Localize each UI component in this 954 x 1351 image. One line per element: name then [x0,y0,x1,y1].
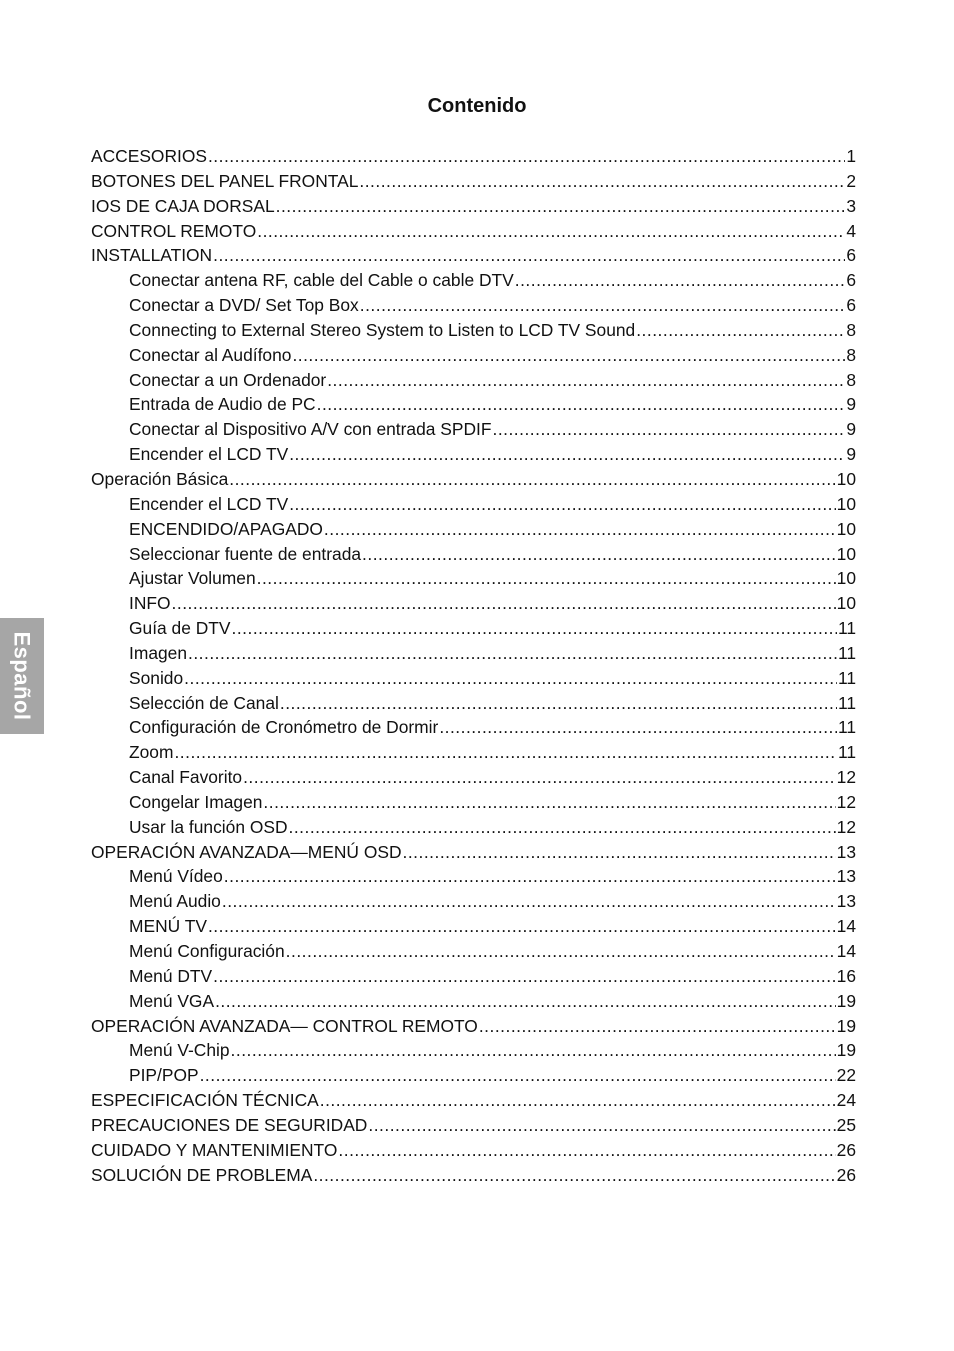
toc-entry-title: Imagen [129,642,188,663]
toc-entry-title: Menú VGA [129,990,215,1011]
toc-page-number: 13 [836,866,856,887]
toc-entry[interactable] [91,442,856,467]
toc-page-number: 10 [836,468,856,489]
toc-entry[interactable] [91,542,856,567]
toc-entry[interactable] [91,194,856,219]
toc-entry-title: CUIDADO Y MANTENIMIENTO [91,1139,338,1160]
toc-page-number: 8 [846,369,856,390]
toc-page-number: 13 [836,891,856,912]
toc-dot-leader [257,566,836,591]
toc-entry-title: INFO [129,593,171,614]
toc-dot-leader [188,641,837,666]
toc-page-number: 10 [836,493,856,514]
toc-entry[interactable] [91,517,856,542]
toc-page-number: 11 [837,742,856,763]
toc-dot-leader [172,591,836,616]
toc-dot-leader [208,914,836,939]
toc-entry[interactable] [91,293,856,318]
toc-page-number: 11 [837,642,856,663]
toc-page-number: 13 [836,841,856,862]
toc-entry-title: Menú Audio [129,891,221,912]
toc-entry-title: Conectar al Audífono [129,344,292,365]
toc-entry-title: Connecting to External Stereo System to Listen to LCD TV Sound [129,319,636,340]
toc-page-number: 11 [837,618,856,639]
toc-entry[interactable] [91,740,856,765]
toc-page-number: 26 [836,1164,856,1185]
toc-entry-title: SOLUCIÓN DE PROBLEMA [91,1164,313,1185]
toc-entry[interactable] [91,989,856,1014]
toc-entry[interactable] [91,417,856,442]
toc-dot-leader [257,219,845,244]
toc-entry[interactable] [91,790,856,815]
toc-entry[interactable] [91,243,856,268]
page-title: Contenido [427,95,527,117]
toc-page-number: 4 [846,220,856,241]
toc-entry[interactable] [91,864,856,889]
toc-entry-title: INSTALLATION [91,245,213,266]
toc-entry-title: OPERACIÓN AVANZADA—MENÚ OSD [91,841,402,862]
language-tab [0,618,44,734]
toc-entry-title: MENÚ TV [129,916,207,937]
toc-entry[interactable] [91,889,856,914]
toc-entry[interactable] [91,1138,856,1163]
toc-entry[interactable] [91,616,856,641]
toc-dot-leader [317,392,846,417]
toc-dot-leader [231,1038,836,1063]
toc-entry-title: PRECAUCIONES DE SEGURIDAD [91,1114,368,1135]
toc-page-number: 6 [846,245,856,266]
toc-entry[interactable] [91,1038,856,1063]
toc-dot-leader [213,964,836,989]
toc-dot-leader [289,492,835,517]
toc-page-number: 10 [836,518,856,539]
toc-entry-title: Canal Favorito [129,767,243,788]
toc-dot-leader [320,1088,836,1113]
toc-entry[interactable] [91,144,856,169]
toc-page-number: 19 [836,990,856,1011]
toc-entry-title: Encender el LCD TV [129,493,289,514]
toc-entry-title: Operación Básica [91,468,229,489]
toc-page-number: 9 [846,444,856,465]
toc-dot-leader [232,616,837,641]
toc-entry[interactable] [91,1088,856,1113]
toc-entry-title: Guía de DTV [129,618,231,639]
toc-dot-leader [289,442,845,467]
toc-page-number: 25 [836,1114,856,1135]
toc-page-number: 1 [846,146,856,166]
toc-dot-leader [184,666,837,691]
toc-dot-leader [222,889,836,914]
toc-entry-title: Sonido [129,667,184,688]
toc-dot-leader [327,368,845,393]
toc-dot-leader [338,1138,835,1163]
toc-page-number: 22 [836,1065,856,1086]
toc-entry[interactable] [91,392,856,417]
toc-dot-leader [208,144,845,169]
toc-dot-leader [636,318,845,343]
toc-dot-leader [359,169,845,194]
toc-entry-title: Conectar al Dispositivo A/V con entrada SPDIF [129,419,492,440]
toc-page-number: 12 [836,791,856,812]
toc-entry-title: PIP/POP [129,1065,199,1086]
toc-dot-leader [362,542,836,567]
toc-entry[interactable] [91,964,856,989]
toc-page-number: 9 [846,394,856,415]
toc-entry-title: BOTONES DEL PANEL FRONTAL [91,170,359,191]
toc-dot-leader [229,467,835,492]
toc-entry[interactable] [91,268,856,293]
toc-entry-title: OPERACIÓN AVANZADA— CONTROL REMOTO [91,1015,478,1036]
toc-entry-title: Configuración de Cronómetro de Dormir [129,717,439,738]
toc-page-number: 14 [836,916,856,937]
toc-entry-title: Ajustar Volumen [129,568,256,589]
toc-page-number: 2 [846,170,856,191]
toc-dot-leader [292,343,845,368]
toc-entry[interactable] [91,566,856,591]
toc-entry-title: Menú V-Chip [129,1040,230,1061]
toc-entry[interactable] [91,1113,856,1138]
toc-entry[interactable] [91,666,856,691]
toc-entry[interactable] [91,939,856,964]
toc-entry-title: ESPECIFICACIÓN TÉCNICA [91,1090,319,1111]
language-tab-label: Español [10,631,36,721]
toc-entry-title: Conectar antena RF, cable del Cable o cable DTV [129,270,514,291]
toc-entry-title: ACCESORIOS [91,146,207,166]
toc-dot-leader [313,1163,835,1188]
toc-entry-title: Menú Configuración [129,941,285,961]
toc-page-number: 3 [846,195,856,216]
toc-page-number: 8 [846,319,856,340]
toc-entry[interactable] [91,343,856,368]
toc-entry-title: Congelar Imagen [129,791,263,812]
toc-dot-leader [289,815,836,840]
toc-entry[interactable] [91,591,856,616]
toc-entry[interactable] [91,169,856,194]
toc-dot-leader [479,1014,836,1039]
toc-dot-leader [439,715,837,740]
toc-entry-title: CONTROL REMOTO [91,220,257,241]
toc-page-number: 6 [846,295,856,316]
toc-entry[interactable] [91,914,856,939]
toc-dot-leader [492,417,845,442]
toc-dot-leader [324,517,836,542]
toc-dot-leader [213,243,845,268]
toc-entry[interactable] [91,765,856,790]
toc-entry-title: ENCENDIDO/APAGADO [129,518,323,539]
toc-entry[interactable] [91,467,856,492]
toc-entry[interactable] [91,840,856,865]
toc-page-number: 24 [836,1090,856,1111]
toc-entry-title: Entrada de Audio de PC [129,394,316,415]
table-of-contents [91,144,856,1187]
toc-entry[interactable] [91,368,856,393]
toc-page-number: 11 [837,717,856,738]
toc-entry-title: Usar la función OSD [129,816,288,837]
toc-page-number: 10 [836,568,856,589]
toc-entry-title: Zoom [129,742,174,763]
toc-dot-leader [515,268,846,293]
toc-dot-leader [276,194,846,219]
toc-page-number: 9 [846,419,856,440]
toc-entry[interactable] [91,318,856,343]
toc-dot-leader [368,1113,835,1138]
toc-entry[interactable] [91,492,856,517]
toc-entry-title: Menú Vídeo [129,866,223,887]
toc-entry[interactable] [91,1163,856,1188]
toc-dot-leader [243,765,836,790]
toc-entry-title: Seleccionar fuente de entrada [129,543,362,564]
toc-page-number: 10 [836,543,856,564]
toc-page-number: 26 [836,1139,856,1160]
toc-entry[interactable] [91,1014,856,1039]
toc-entry[interactable] [91,219,856,244]
toc-page-number: 11 [837,667,856,688]
toc-entry-title: Selección de Canal [129,692,279,713]
toc-page-number: 10 [836,593,856,614]
toc-dot-leader [403,840,836,865]
toc-page-number: 12 [836,816,856,837]
toc-entry-title: Encender el LCD TV [129,444,289,465]
toc-entry[interactable] [91,641,856,666]
toc-entry[interactable] [91,691,856,716]
toc-page-number: 8 [846,344,856,365]
toc-page-number: 12 [836,767,856,788]
toc-page-number: 14 [836,941,856,961]
toc-page-number: 19 [836,1040,856,1061]
toc-dot-leader [286,939,836,964]
toc-page-number: 11 [837,692,856,713]
toc-dot-leader [280,691,837,716]
toc-dot-leader [360,293,846,318]
toc-entry-title: IOS DE CAJA DORSAL [91,195,275,216]
toc-entry-title: Menú DTV [129,965,213,986]
toc-dot-leader [200,1063,836,1088]
toc-entry[interactable] [91,715,856,740]
toc-entry-title: Conectar a DVD/ Set Top Box [129,295,359,316]
toc-page-number: 16 [836,965,856,986]
toc-entry[interactable] [91,1063,856,1088]
toc-dot-leader [215,989,836,1014]
toc-dot-leader [224,864,836,889]
toc-page-number: 6 [846,270,856,291]
toc-page-number: 19 [836,1015,856,1036]
toc-dot-leader [174,740,836,765]
toc-dot-leader [263,790,835,815]
toc-entry-title: Conectar a un Ordenador [129,369,327,390]
toc-entry[interactable] [91,815,856,840]
